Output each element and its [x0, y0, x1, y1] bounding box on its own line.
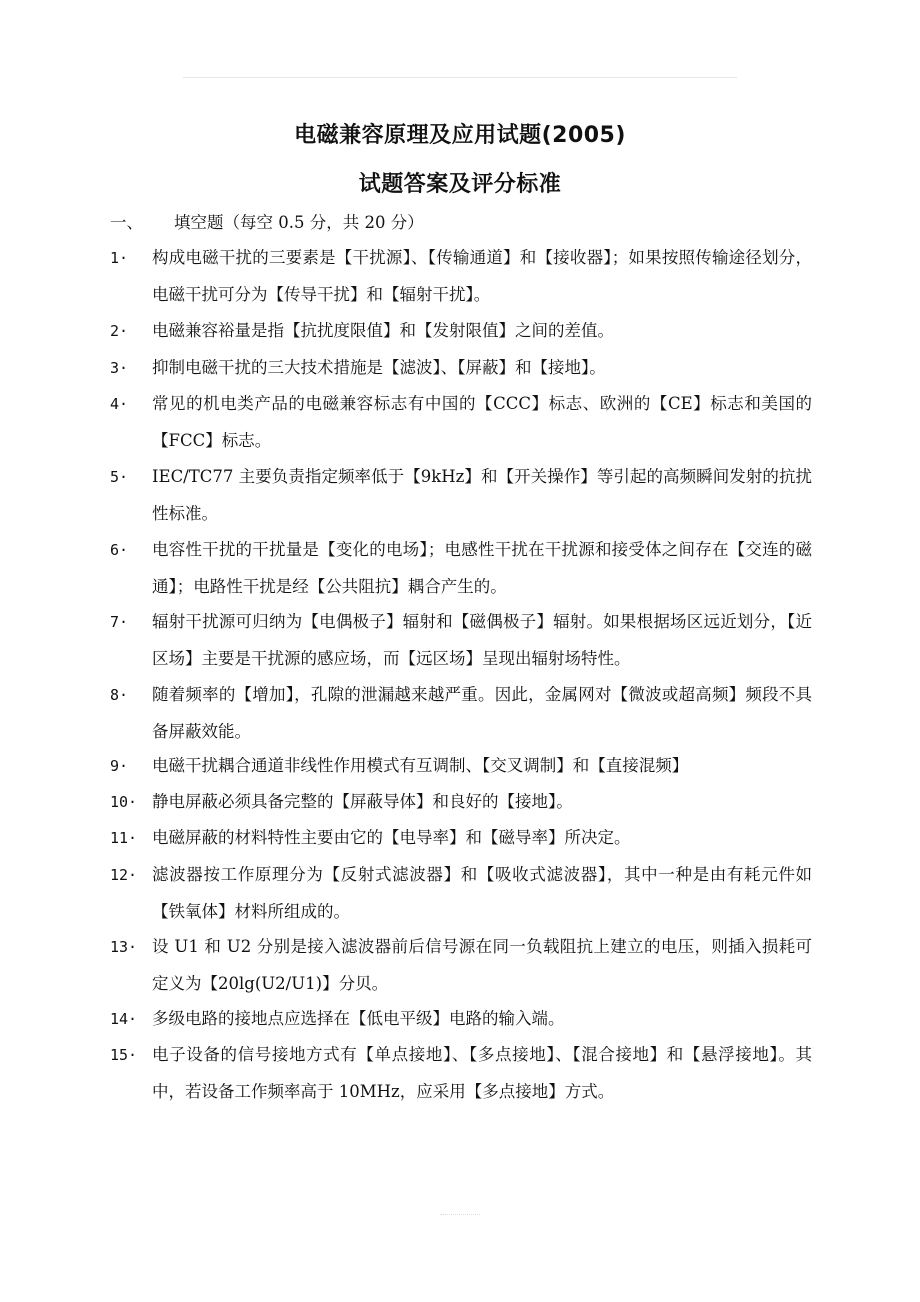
list-item	[110, 386, 812, 459]
list-item	[110, 748, 812, 785]
footer-mark	[440, 1214, 480, 1221]
item-text: 抑制电磁干扰的三大技术措施是【滤波】、【屏蔽】和【接地】。	[152, 358, 606, 377]
item-number: 5·	[110, 468, 129, 486]
item-number: 12·	[110, 866, 138, 884]
item-number: 2·	[110, 322, 129, 340]
document-subtitle: 试题答案及评分标准	[358, 172, 562, 197]
list-item	[110, 929, 812, 1002]
list-item	[110, 1037, 812, 1110]
list-item	[110, 313, 812, 350]
document-title: 电磁兼容原理及应用试题(2005)	[294, 123, 626, 148]
item-text: IEC/TC77 主要负责指定频率低于【9kHz】和【开关操作】等引起的高频瞬间发射的抗扰性标准。	[152, 467, 812, 523]
list-item	[110, 857, 812, 930]
item-text: 构成电磁干扰的三要素是【干扰源】、【传输通道】和【接收器】；如果按照传输途径划分，电磁干扰可分为【传导干扰】和【辐射干扰】。	[152, 248, 812, 304]
list-item	[110, 784, 812, 821]
list-item	[110, 1001, 812, 1038]
section-heading-text: 填空题（每空 0.5 分，共 20 分）	[174, 213, 424, 232]
list-item	[110, 459, 812, 532]
item-number: 6·	[110, 541, 129, 559]
item-text: 随着频率的【增加】，孔隙的泄漏越来越严重。因此，金属网对【微波或超高频】频段不具备屏蔽效能。	[152, 685, 812, 741]
item-text: 常见的机电类产品的电磁兼容标志有中国的【CCC】标志、欧洲的【CE】标志和美国的【FCC】标志。	[152, 394, 812, 450]
section-number: 一、	[110, 213, 143, 232]
item-number: 15·	[110, 1046, 138, 1064]
item-number: 14·	[110, 1010, 138, 1028]
item-number: 1·	[110, 249, 129, 267]
item-number: 7·	[110, 613, 129, 631]
item-number: 9·	[110, 757, 129, 775]
item-text: 辐射干扰源可归纳为【电偶极子】辐射和【磁偶极子】辐射。如果根据场区远近划分，【近区场】主要是干扰源的感应场，而【远区场】呈现出辐射场特性。	[152, 612, 812, 668]
item-number: 13·	[110, 938, 138, 956]
item-text: 电磁兼容裕量是指【抗扰度限值】和【发射限值】之间的差值。	[152, 321, 614, 340]
list-item	[110, 350, 812, 387]
item-text: 多级电路的接地点应选择在【低电平级】电路的输入端。	[152, 1009, 565, 1028]
item-text: 电容性干扰的干扰量是【变化的电场】；电感性干扰在干扰源和接受体之间存在【交连的磁通】；电路性干扰是经【公共阻抗】耦合产生的。	[152, 540, 812, 596]
section-heading	[110, 210, 424, 236]
list-item	[110, 532, 812, 605]
list-item	[110, 240, 812, 313]
item-number: 3·	[110, 359, 129, 377]
item-text: 设 U1 和 U2 分别是接入滤波器前后信号源在同一负载阻抗上建立的电压，则插入损耗可定义为【20lg(U2/U1)】分贝。	[152, 937, 812, 993]
item-text: 电磁屏蔽的材料特性主要由它的【电导率】和【磁导率】所决定。	[152, 828, 631, 847]
item-text: 电子设备的信号接地方式有【单点接地】、【多点接地】、【混合接地】和【悬浮接地】。其中，若设备工作频率高于 10MHz，应采用【多点接地】方式。	[152, 1045, 812, 1101]
item-number: 10·	[110, 793, 138, 811]
item-number: 4·	[110, 395, 129, 413]
item-text: 电磁干扰耦合通道非线性作用模式有互调制、【交叉调制】和【直接混频】	[152, 756, 689, 775]
item-text: 滤波器按工作原理分为【反射式滤波器】和【吸收式滤波器】，其中一种是由有耗元件如【铁氧体】材料所组成的。	[152, 865, 812, 921]
list-item	[110, 820, 812, 857]
item-number: 11·	[110, 829, 138, 847]
list-item	[110, 604, 812, 677]
header-rule	[183, 77, 737, 78]
item-text: 静电屏蔽必须具备完整的【屏蔽导体】和良好的【接地】。	[152, 792, 573, 811]
list-item	[110, 677, 812, 750]
item-number: 8·	[110, 686, 129, 704]
